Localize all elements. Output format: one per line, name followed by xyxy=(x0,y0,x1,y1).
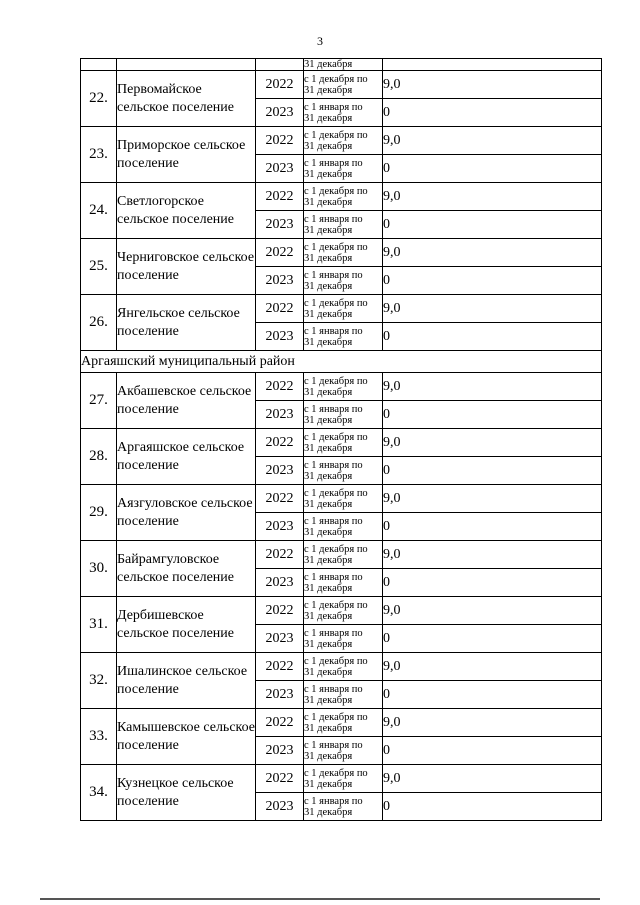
row-number: 29. xyxy=(81,485,117,541)
period-cell: с 1 декабря по 31 декабря xyxy=(304,429,383,457)
table-row xyxy=(81,653,602,681)
table-row xyxy=(81,71,602,99)
rate-value: 0 xyxy=(383,569,602,597)
settlement-name: Янгельское сельское поселение xyxy=(117,295,256,351)
table-row xyxy=(81,765,602,793)
table-row xyxy=(81,127,602,155)
rate-value: 0 xyxy=(383,513,602,541)
rate-value: 9,0 xyxy=(383,597,602,625)
year-cell: 2023 xyxy=(256,155,304,183)
rate-value: 0 xyxy=(383,625,602,653)
rate-value: 0 xyxy=(383,267,602,295)
table-row xyxy=(81,541,602,569)
year-cell: 2023 xyxy=(256,99,304,127)
year-cell: 2023 xyxy=(256,401,304,429)
settlement-name: Ишалинское сельское поселение xyxy=(117,653,256,709)
rate-value: 0 xyxy=(383,99,602,127)
table-row xyxy=(81,709,602,737)
row-number: 34. xyxy=(81,765,117,821)
table-row xyxy=(81,239,602,267)
district-title: Аргаяшский муниципальный район xyxy=(81,351,602,373)
settlement-name: Байрамгуловское сельское поселение xyxy=(117,541,256,597)
period-cell: 31 декабря xyxy=(304,59,383,71)
settlement-name: Акбашевское сельское поселение xyxy=(117,373,256,429)
year-cell: 2023 xyxy=(256,323,304,351)
year-cell: 2023 xyxy=(256,211,304,239)
period-cell: с 1 декабря по 31 декабря xyxy=(304,765,383,793)
rate-value: 9,0 xyxy=(383,541,602,569)
settlement-name: Черниговское сельское поселение xyxy=(117,239,256,295)
year-cell: 2022 xyxy=(256,429,304,457)
table-row xyxy=(81,485,602,513)
row-number: 26. xyxy=(81,295,117,351)
row-number: 23. xyxy=(81,127,117,183)
settlement-name: Светлогорское сельское поселение xyxy=(117,183,256,239)
period-cell: с 1 января по 31 декабря xyxy=(304,569,383,597)
page-number: 3 xyxy=(317,34,323,48)
year-cell: 2023 xyxy=(256,625,304,653)
year-cell: 2022 xyxy=(256,71,304,99)
rate-value: 9,0 xyxy=(383,373,602,401)
rate-value: 9,0 xyxy=(383,653,602,681)
row-number: 24. xyxy=(81,183,117,239)
rate-value: 9,0 xyxy=(383,765,602,793)
rate-value: 9,0 xyxy=(383,709,602,737)
year-cell: 2022 xyxy=(256,239,304,267)
year-cell: 2023 xyxy=(256,267,304,295)
row-number: 32. xyxy=(81,653,117,709)
settlement-name: Камышевское сельское поселение xyxy=(117,709,256,765)
period-cell: с 1 декабря по 31 декабря xyxy=(304,373,383,401)
period-cell: с 1 января по 31 декабря xyxy=(304,513,383,541)
continuation-row xyxy=(81,59,602,71)
settlement-name: Аязгуловское сельское поселение xyxy=(117,485,256,541)
table-row xyxy=(81,597,602,625)
table-row xyxy=(81,183,602,211)
settlement-name: Аргаяшское сельское поселение xyxy=(117,429,256,485)
rate-value: 9,0 xyxy=(383,127,602,155)
year-cell: 2023 xyxy=(256,737,304,765)
period-cell: с 1 января по 31 декабря xyxy=(304,793,383,821)
period-cell: с 1 декабря по 31 декабря xyxy=(304,239,383,267)
rate-value: 9,0 xyxy=(383,183,602,211)
period-cell: с 1 января по 31 декабря xyxy=(304,155,383,183)
year-cell: 2022 xyxy=(256,295,304,323)
year-cell: 2022 xyxy=(256,485,304,513)
period-cell: с 1 января по 31 декабря xyxy=(304,211,383,239)
year-cell: 2023 xyxy=(256,457,304,485)
rate-value: 9,0 xyxy=(383,429,602,457)
period-cell: с 1 декабря по 31 декабря xyxy=(304,71,383,99)
rate-value: 0 xyxy=(383,323,602,351)
period-cell: с 1 декабря по 31 декабря xyxy=(304,653,383,681)
row-number: 28. xyxy=(81,429,117,485)
year-cell: 2022 xyxy=(256,709,304,737)
period-cell: с 1 января по 31 декабря xyxy=(304,99,383,127)
row-number: 33. xyxy=(81,709,117,765)
year-cell: 2023 xyxy=(256,513,304,541)
row-number: 22. xyxy=(81,71,117,127)
period-cell: с 1 января по 31 декабря xyxy=(304,457,383,485)
period-cell: с 1 января по 31 декабря xyxy=(304,401,383,429)
settlement-name: Первомайское сельское поселение xyxy=(117,71,256,127)
year-cell: 2023 xyxy=(256,569,304,597)
period-cell: с 1 декабря по 31 декабря xyxy=(304,709,383,737)
rate-value: 0 xyxy=(383,155,602,183)
year-cell: 2023 xyxy=(256,793,304,821)
year-cell: 2022 xyxy=(256,183,304,211)
year-cell: 2022 xyxy=(256,765,304,793)
rate-value: 0 xyxy=(383,457,602,485)
table-row xyxy=(81,373,602,401)
rate-value: 0 xyxy=(383,681,602,709)
period-cell: с 1 декабря по 31 декабря xyxy=(304,183,383,211)
year-cell: 2022 xyxy=(256,653,304,681)
district-row xyxy=(81,351,602,373)
rate-value: 0 xyxy=(383,401,602,429)
year-cell: 2023 xyxy=(256,681,304,709)
table-row xyxy=(81,295,602,323)
period-cell: с 1 января по 31 декабря xyxy=(304,681,383,709)
period-cell: с 1 января по 31 декабря xyxy=(304,323,383,351)
period-cell: с 1 января по 31 декабря xyxy=(304,737,383,765)
year-cell: 2022 xyxy=(256,541,304,569)
rate-value: 0 xyxy=(383,737,602,765)
table-row xyxy=(81,429,602,457)
page-bottom-edge xyxy=(40,898,600,900)
year-cell: 2022 xyxy=(256,597,304,625)
period-cell: с 1 января по 31 декабря xyxy=(304,625,383,653)
rate-value: 0 xyxy=(383,793,602,821)
rate-value: 9,0 xyxy=(383,239,602,267)
row-number: 27. xyxy=(81,373,117,429)
rate-value: 9,0 xyxy=(383,71,602,99)
period-cell: с 1 декабря по 31 декабря xyxy=(304,295,383,323)
period-cell: с 1 декабря по 31 декабря xyxy=(304,127,383,155)
rate-value: 9,0 xyxy=(383,295,602,323)
rate-value: 9,0 xyxy=(383,485,602,513)
settlement-name: Кузнецкое сельское поселение xyxy=(117,765,256,821)
row-number: 31. xyxy=(81,597,117,653)
period-cell: с 1 января по 31 декабря xyxy=(304,267,383,295)
tax-rate-table xyxy=(80,58,602,821)
rate-value: 0 xyxy=(383,211,602,239)
row-number: 30. xyxy=(81,541,117,597)
settlement-name: Приморское сельское поселение xyxy=(117,127,256,183)
year-cell: 2022 xyxy=(256,373,304,401)
year-cell: 2022 xyxy=(256,127,304,155)
period-cell: с 1 декабря по 31 декабря xyxy=(304,485,383,513)
settlement-name: Дербишевское сельское поселение xyxy=(117,597,256,653)
row-number: 25. xyxy=(81,239,117,295)
period-cell: с 1 декабря по 31 декабря xyxy=(304,541,383,569)
period-cell: с 1 декабря по 31 декабря xyxy=(304,597,383,625)
